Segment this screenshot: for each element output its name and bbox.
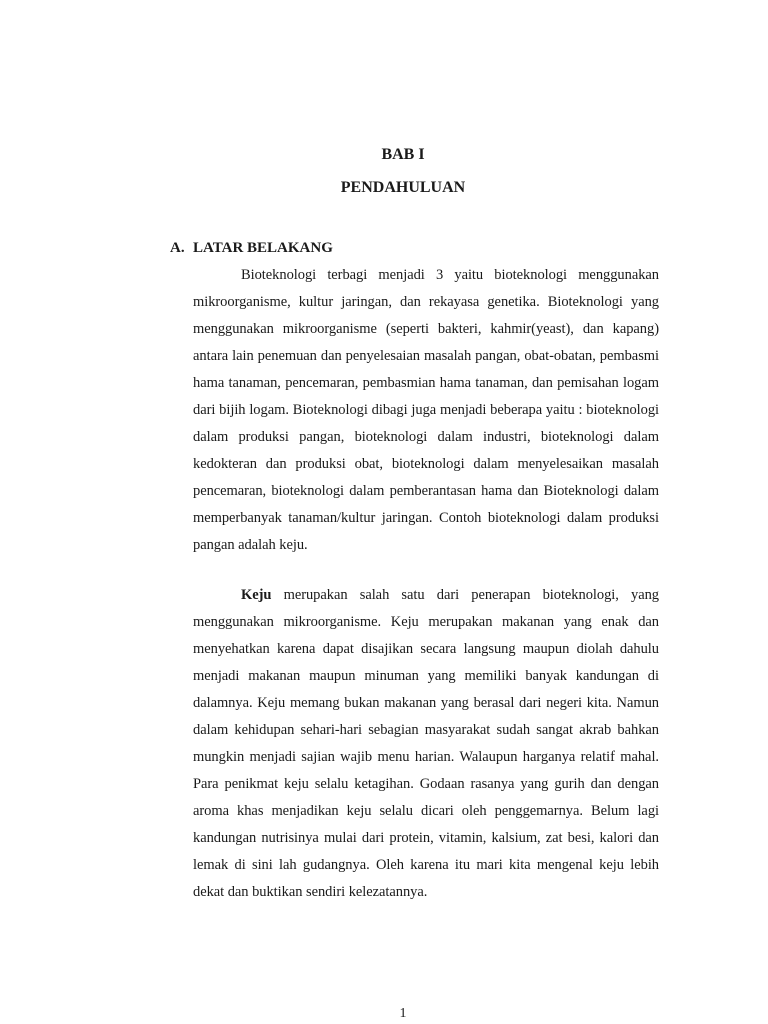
paragraph-lead-bold: Keju <box>241 587 272 603</box>
paragraph-text: merupakan salah satu dari penerapan bioteknologi, yang menggunakan mikroorganisme. Keju merupakan makanan yang enak dan menyehatkan karena dapat disajikan secara langsung maupun diolah dahulu menjadi makanan maupun minuman yang memiliki banyak kandungan di dalamnya. Keju memang bukan makanan yang berasal dari negeri kita. Namun dalam kehidupan sehari-hari sebagian masyarakat sudah sangat akrab bahkan mungkin menjadi sajian wajib menu harian. Walaupun harganya relatif mahal. Para penikmat keju selalu ketagihan. Godaan rasanya yang gurih dan dengan aroma khas menjadikan keju selalu dicari oleh penggemarnya. Belum lagi kandungan nutrisinya mulai dari protein, vitamin, kalsium, zat besi, kalori dan lemak di sini lah gudangnya. Oleh karena itu mari kita mengenal keju lebih dekat dan buktikan sendiri kelezatannya. <box>193 587 659 900</box>
paragraph-keju <box>193 582 659 906</box>
paragraph-bioteknologi <box>193 262 659 559</box>
page-number: 1 <box>399 1006 407 1021</box>
section-letter: A. <box>170 240 185 256</box>
section-title: LATAR BELAKANG <box>193 240 333 256</box>
chapter-number: BAB I <box>381 146 425 163</box>
section-heading <box>170 240 333 257</box>
chapter-title: PENDAHULUAN <box>340 179 466 196</box>
paragraph-text: Bioteknologi terbagi menjadi 3 yaitu bioteknologi menggunakan mikroorganisme, kultur jaringan, dan rekayasa genetika. Bioteknologi yang menggunakan mikroorganisme (seperti bakteri, kahmir(yeast), dan kapang) antara lain penemuan dan penyelesaian masalah pangan, obat-obatan, pembasmi hama tanaman, pencemaran, pembasmian hama tanaman, dan pemisahan logam dari bijih logam. Bioteknologi dibagi juga menjadi beberapa yaitu : bioteknologi dalam produksi pangan, bioteknologi dalam industri, bioteknologi dalam kedokteran dan produksi obat, bioteknologi dalam menyelesaikan masalah pencemaran, bioteknologi dalam pemberantasan hama dan Bioteknologi dalam memperbanyak tanaman/kultur jaringan. Contoh bioteknologi dalam produksi pangan adalah keju. <box>193 267 659 553</box>
